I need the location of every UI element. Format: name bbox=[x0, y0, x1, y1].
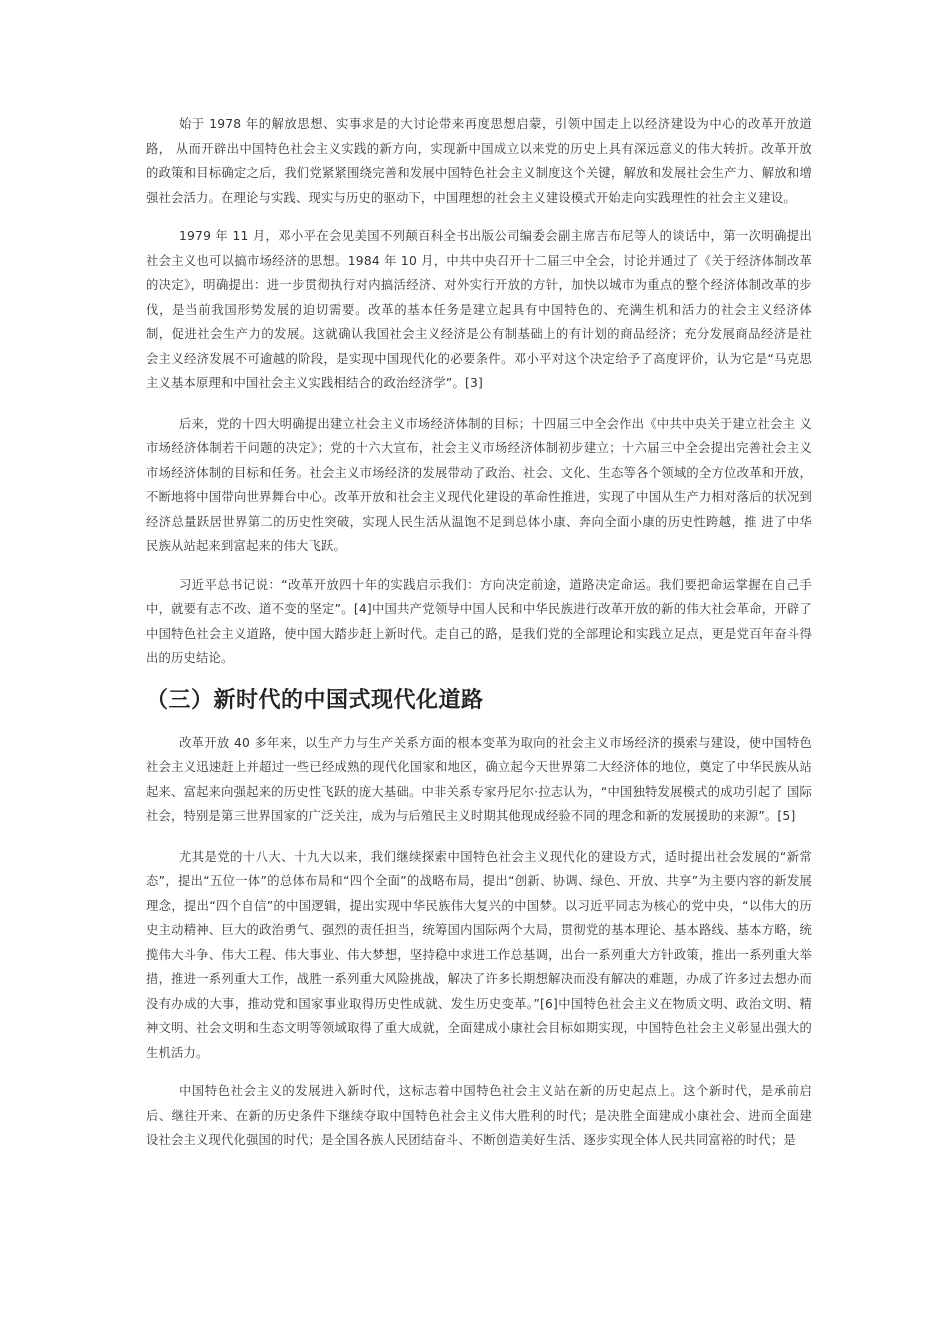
paragraph-fourteenth-congress: 后来，党的十四大明确提出建立社会主义市场经济体制的目标；十四届三中全会作出《中共中央关于建立社会主 义市场经济体制若干问题的决定》；党的十六大宣布，社会主义市场经济体制初步建立；十六届三中全会提出完善社会主义市场经济体制的目标和任务。社会主义市场经济的发展带动了政治、社会、文化、生态等各个领域的全方位改革和开放，不断地将中国带向世界舞台中心。改革开放和社会主义现代化建设的革命性推进，实现了中国从生产力相对落后的状况到经济总量跃居世界第二的历史性突破，实现人民生活从温饱不足到总体小康、奔向全面小康的历史性跨越，推 进了中华民族从站起来到富起来的伟大飞跃。 bbox=[146, 416, 812, 553]
paragraph-forty-years: 改革开放 40 多年来，以生产力与生产关系方面的根本变革为取向的社会主义市场经济的摸索与建设，使中国特色社会主义迅速赶上并超过一些已经成熟的现代化国家和地区，确立起今天世界第二大经济体的地位，奠定了中华民族从站起来、富起来向强起来的历史性飞跃的庞大基础。中非关系专家丹尼尔·拉志认为，“中国独特发展模式的成功引起了 国际社会，特别是第三世界国家的广泛关注，成为与后殖民主义时期其他现成经验不同的理念和新的发展援助的来源”。[5] bbox=[146, 735, 812, 823]
paragraph-market-economy-1979: 1979 年 11 月，邓小平在会见美国不列颠百科全书出版公司编委会副主席吉布尼等人的谈话中，第一次明确提出社会主义也可以搞市场经济的思想。1984 年 10 月，中共中央召开十二届三中全会，讨论并通过了《关于经济体制改革的决定》，明确提出：进一步贯彻执行对内搞活经济、对外实行开放的方针，加快以城市为重点的整个经济体制改革的步伐，是当前我国形势发展的迫切需要。改革的基本任务是建立起具有中国特色的、充满生机和活力的社会主义经济体 制，促进社会生产力的发展。这就确认我国社会主义经济是公有制基础上的有计划的商品经济；充分发展商品经济是社 会主义经济发展不可逾越的阶段，是实现中国现代化的必要条件。邓小平对这个决定给予了高度评价，认为它是“马克思主义基本原理和中国社会主义实践相结合的政治经济学”。[3] bbox=[146, 229, 812, 390]
paragraph-eighteenth-congress: 尤其是党的十八大、十九大以来，我们继续探索中国特色社会主义现代化的建设方式，适时提出社会发展的“新常态”，提出“五位一体”的总体布局和“四个全面”的战略布局，提出“创新、协调、绿色、开放、共享”为主要内容的新发展理念，提出“四个自信”的中国逻辑，提出实现中华民族伟大复兴的中国梦。以习近平同志为核心的党中央，“以伟大的历史主动精神、巨大的政治勇气、强烈的责任担当，统筹国内国际两个大局，贯彻党的基本理论、基本路线、基本方略，统揽伟大斗争、伟大工程、伟大事业、伟大梦想，坚持稳中求进工作总基调，出台一系列重大方针政策，推出一系列重大举措，推进一系列重大工作，战胜一系列重大风险挑战，解决了许多长期想解决而没有解决的难题，办成了许多过去想办而没有办成的大事，推动党和国家事业取得历史性成就、发生历史变革。”[6]中国特色社会主义在物质文明、政治文明、精神文明、社会文明和生态文明等领域取得了重大成就，全面建成小康社会目标如期实现，中国特色社会主义彰显出强大的生机活力。 bbox=[146, 849, 812, 1060]
paragraph-new-era: 中国特色社会主义的发展进入新时代，这标志着中国特色社会主义站在新的历史起点上。这个新时代，是承前启 后、继往开来、在新的历史条件下继续夺取中国特色社会主义伟大胜利的时代；是决胜全面建成小康社会、进而全面建 设社会主义现代化强国的时代；是全国各族人民团结奋斗、不断创造美好生活、逐步实现全体人民共同富裕的时代；是 bbox=[146, 1084, 812, 1147]
document-body bbox=[146, 112, 812, 1167]
paragraph-reform-start: 始于 1978 年的解放思想、实事求是的大讨论带来再度思想启蒙，引领中国走上以经济建设为中心的改革开放道路， 从而开辟出中国特色社会主义实践的新方向，实现新中国成立以来党的历史上具有深远意义的伟大转折。改革开放的政策和目标确定之后，我们党紧紧围绕完善和发展中国特色社会主义制度这个关键，解放和发展社会生产力、解放和增强社会活力。在理论与实践、现实与历史的驱动下，中国理想的社会主义建设模式开始走向实践理性的社会主义建设。 bbox=[146, 117, 812, 205]
section-heading: （三）新时代的中国式现代化道路 bbox=[146, 687, 484, 713]
paragraph-xi-quote: 习近平总书记说：“改革开放四十年的实践启示我们：方向决定前途，道路决定命运。我们要把命运掌握在自己手中，就要有志不改、道不变的坚定”。[4]中国共产党领导中国人民和中华民族进行改革开放的新的伟大社会革命，开辟了中国特色社会主义道路，使中国大踏步赶上新时代。走自己的路，是我们党的全部理论和实践立足点，更是党百年奋斗得出的历史结论。 bbox=[146, 577, 812, 665]
